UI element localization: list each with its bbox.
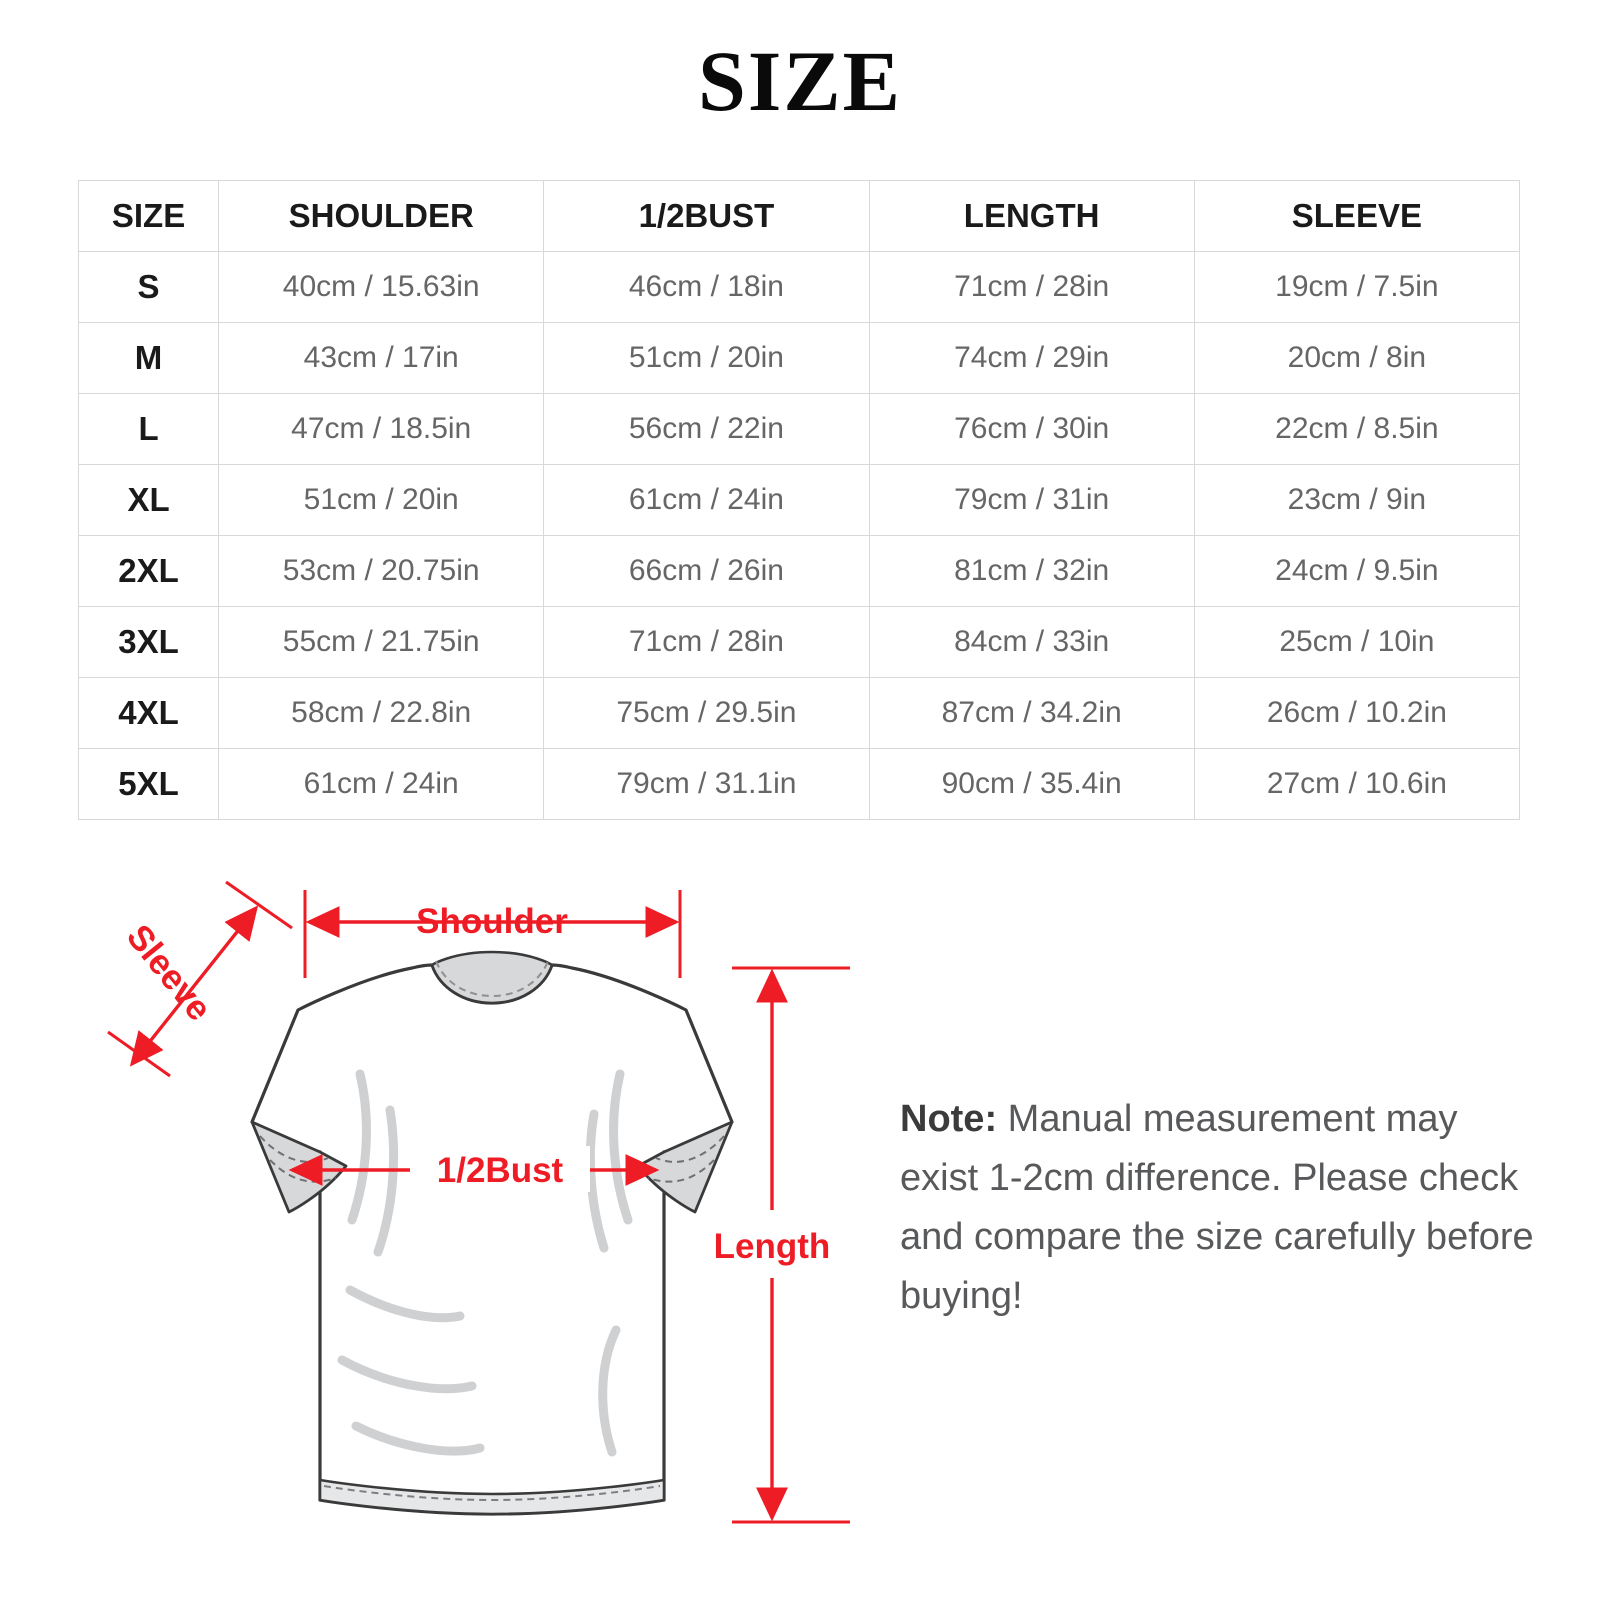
- page-title: SIZE: [697, 33, 903, 129]
- cell-size: L: [79, 394, 219, 465]
- cell-shoulder: 40cm / 15.63in: [219, 252, 544, 323]
- cell-bust: 79cm / 31.1in: [544, 749, 869, 820]
- table-row: [79, 607, 1520, 678]
- cell-shoulder: 58cm / 22.8in: [219, 678, 544, 749]
- cell-sleeve: 24cm / 9.5in: [1194, 536, 1519, 607]
- table-row: [79, 323, 1520, 394]
- cell-bust: 56cm / 22in: [544, 394, 869, 465]
- note-label: Note:: [900, 1098, 998, 1140]
- cell-shoulder: 51cm / 20in: [219, 465, 544, 536]
- table-row: [79, 252, 1520, 323]
- length-label: Length: [713, 1227, 831, 1266]
- measurement-diagram: [60, 860, 860, 1560]
- cell-size: M: [79, 323, 219, 394]
- table-row: [79, 394, 1520, 465]
- column-header-sleeve: SLEEVE: [1194, 181, 1519, 252]
- tshirt-illustration: [252, 952, 732, 1514]
- shoulder-label: Shoulder: [416, 902, 568, 941]
- cell-sleeve: 25cm / 10in: [1194, 607, 1519, 678]
- cell-sleeve: 27cm / 10.6in: [1194, 749, 1519, 820]
- cell-bust: 46cm / 18in: [544, 252, 869, 323]
- column-header-shoulder: SHOULDER: [219, 181, 544, 252]
- note-block: [900, 1090, 1540, 1326]
- cell-size: 5XL: [79, 749, 219, 820]
- cell-length: 71cm / 28in: [869, 252, 1194, 323]
- cell-size: 3XL: [79, 607, 219, 678]
- table-row: [79, 536, 1520, 607]
- table-row: [79, 749, 1520, 820]
- cell-shoulder: 61cm / 24in: [219, 749, 544, 820]
- cell-bust: 51cm / 20in: [544, 323, 869, 394]
- cell-length: 87cm / 34.2in: [869, 678, 1194, 749]
- cell-shoulder: 43cm / 17in: [219, 323, 544, 394]
- cell-length: 90cm / 35.4in: [869, 749, 1194, 820]
- cell-length: 81cm / 32in: [869, 536, 1194, 607]
- size-chart-table: [78, 180, 1520, 820]
- table-header-row: [79, 181, 1520, 252]
- cell-length: 76cm / 30in: [869, 394, 1194, 465]
- cell-length: 79cm / 31in: [869, 465, 1194, 536]
- cell-length: 84cm / 33in: [869, 607, 1194, 678]
- cell-bust: 61cm / 24in: [544, 465, 869, 536]
- cell-sleeve: 20cm / 8in: [1194, 323, 1519, 394]
- cell-bust: 75cm / 29.5in: [544, 678, 869, 749]
- cell-shoulder: 53cm / 20.75in: [219, 536, 544, 607]
- cell-sleeve: 19cm / 7.5in: [1194, 252, 1519, 323]
- column-header-bust: 1/2BUST: [544, 181, 869, 252]
- bust-label: 1/2Bust: [436, 1151, 564, 1190]
- cell-length: 74cm / 29in: [869, 323, 1194, 394]
- cell-bust: 66cm / 26in: [544, 536, 869, 607]
- cell-sleeve: 23cm / 9in: [1194, 465, 1519, 536]
- cell-shoulder: 47cm / 18.5in: [219, 394, 544, 465]
- column-header-length: LENGTH: [869, 181, 1194, 252]
- cell-sleeve: 26cm / 10.2in: [1194, 678, 1519, 749]
- cell-sleeve: 22cm / 8.5in: [1194, 394, 1519, 465]
- sleeve-dimension: [108, 874, 292, 1076]
- cell-size: 4XL: [79, 678, 219, 749]
- sleeve-label: Sleeve: [118, 917, 219, 1029]
- cell-shoulder: 55cm / 21.75in: [219, 607, 544, 678]
- cell-bust: 71cm / 28in: [544, 607, 869, 678]
- note-text: Manual measurement may exist 1-2cm difference. Please check and compare the size carefully before buying!: [900, 1098, 1534, 1317]
- table-row: [79, 465, 1520, 536]
- cell-size: 2XL: [79, 536, 219, 607]
- cell-size: S: [79, 252, 219, 323]
- table-row: [79, 678, 1520, 749]
- cell-size: XL: [79, 465, 219, 536]
- column-header-size: SIZE: [79, 181, 219, 252]
